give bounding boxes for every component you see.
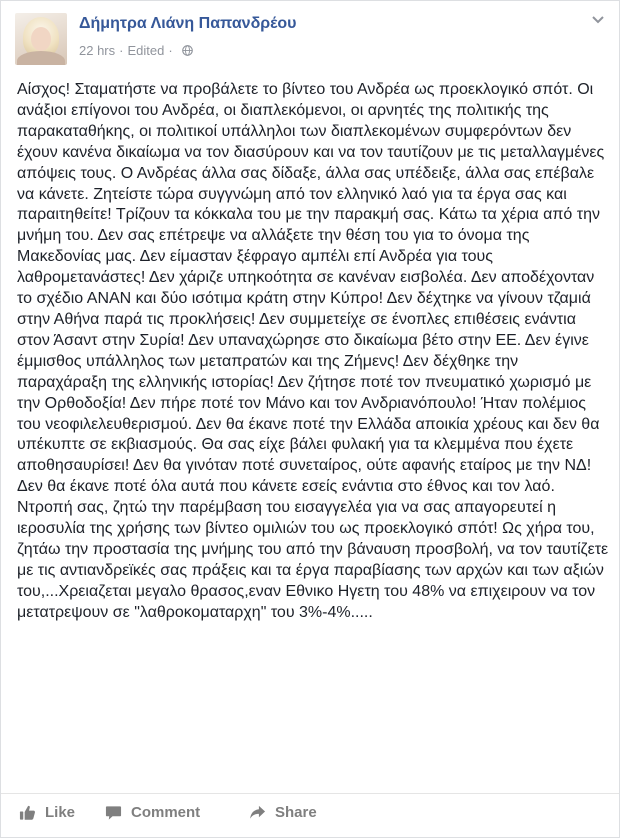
like-label: Like: [45, 804, 76, 821]
avatar-shoulder: [17, 51, 65, 65]
chevron-down-icon[interactable]: [591, 15, 605, 25]
meta-separator-2: ·: [168, 43, 173, 58]
edited-label[interactable]: Edited: [127, 43, 165, 58]
share-label: Share: [275, 804, 317, 821]
comment-label: Comment: [131, 804, 201, 821]
globe-icon[interactable]: [182, 45, 193, 56]
share-arrow-icon: [249, 804, 266, 821]
comment-button[interactable]: [105, 804, 200, 821]
avatar[interactable]: [15, 13, 67, 65]
post-actions-bar: [1, 793, 619, 834]
meta-separator: ·: [119, 43, 124, 58]
like-button[interactable]: [19, 804, 75, 821]
post-timestamp[interactable]: 22 hrs: [79, 43, 116, 58]
thumbs-up-icon: [19, 804, 36, 821]
share-button[interactable]: [249, 804, 317, 821]
post-meta: [79, 43, 193, 58]
avatar-face: [31, 27, 51, 51]
speech-bubble-icon: [105, 804, 122, 821]
post-body-text: Αίσχος! Σταματήστε να προβάλετε το βίντεο του Ανδρέα ως προεκλογικό σπότ. Οι ανάξιοι επίγονοι του Ανδρέα, οι διαπλεκόμενοι, οι αρνητές της πολιτικής της παρακαταθήκης, οι πολιτικοί υπάλληλοι των διαπλεκομένων συμφερόντων δεν έχουν κανένα δικαίωμα να τον διασύρουν και να τον ταυτίζουν με τις μεταλλαγμένες απόψεις τους. Ο Ανδρέας άλλα σας δίδαξε, άλλα σας υπέδειξε, άλλα σας επέβαλε να κάνετε. Ζητείστε τώρα συγγνώμη από τον ελληνικό λαό για τα έργα σας και παραιτηθείτε! Τρίζουν τα κόκκαλα του με την παρακμή σας. Κάτω τα χέρια από την μνήμη του. Δεν σας επέτρεψε να αλλάξετε την θέση του για το όνομα της Μακεδονίας μας. Δεν είμασταν ξέφραγο αμπέλι επί Ανδρέα για τους λαθρομετανάστες! Δεν χάριζε υπηκοότητα σε κανέναν εισβολέα. Δεν αποδέχονταν το σχέδιο ΑΝΑΝ και δύο ισότιμα κράτη στην Κύπρο! Δεν δέχτηκε να γίνουν τζαμιά στην Αθήνα παρά τις προκλήσεις! Δεν συμμετείχε σε ένοπλες επιθέσεις ενάντια στον Άσαντ στην Συρία! Δεν υπαναχώρησε στο δικαίωμα βέτο στην ΕΕ. Δεν έγινε έμμισθος υπάλληλος των μεταπρατών και της Ζήμενς! Δεν δέχθηκε την παραχάραξη της ελληνικής ιστορίας! Δεν ζήτησε ποτέ τον πνευματικό χωρισμό με την Ορθοδοξία! Δεν πήρε ποτέ τον Μάνο και τον Ανδριανόπουλο! Ήταν πολέμιος του νεοφιλελευθερισμού. Δεν θα έκανε ποτέ την Ελλάδα αποικία χρέους και δεν θα υπέκυπτε σε εκβιασμούς. Θα σας είχε βάλει φυλακή για τα κλεμμένα που έχετε αποθησαυρίσει! Δεν θα γινόταν ποτέ συνεταίρος, ούτε αφανής εταίρος με την ΝΔ! Δεν θα έκανε ποτέ όλα αυτά που κάνετε εσείς ενάντια στο έθνος και τον λαό. Ντροπή σας, ζητώ την παρέμβαση του εισαγγελέα για να σας απαγορευτεί η ιεροσυλία της χρήσης των βίντεο ομιλιών του ως προεκλογικό σπότ! Ως χήρα του, ζητάω την προστασία της μνήμης του από την βάναυση προσβολή, να τον ταυτίζετε με τις αντιανδρεϊκές σας πράξεις και τα έργα παραβίασης των αρχών και των αξιών του,...Χρειαζεται μεγαλο θρασος,εναν Εθνικο Ηγετη του 48% να επιχειρουν να τον μετατρεψουν σε "λαθροκοματαρχη" του 3%-4%.....: [17, 81, 609, 621]
author-name[interactable]: Δήμητρα Λιάνη Παπανδρέου: [79, 15, 297, 32]
